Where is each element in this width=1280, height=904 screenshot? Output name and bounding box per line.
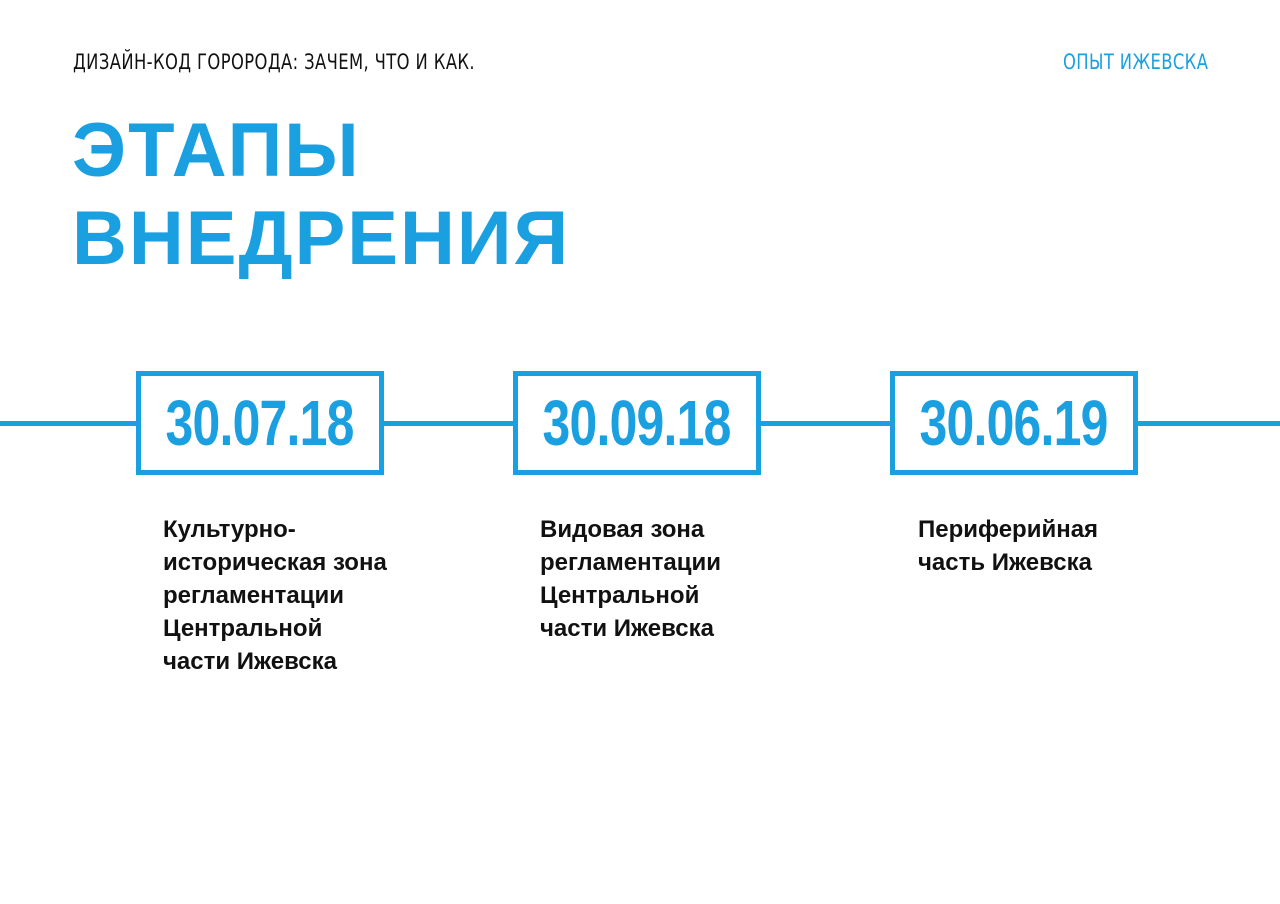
stage-2-description: Видовая зона регламентации Центральной части Ижевска (540, 516, 721, 642)
page-title-line-1: ЭТАПЫ (72, 108, 361, 193)
stage-3-date-box (890, 371, 1138, 475)
stage-2-date: 30.09.18 (542, 387, 732, 459)
stage-2-date-box (513, 371, 761, 475)
section-label: ОПЫТ ИЖЕВСКА (1062, 50, 1208, 74)
page-title (72, 107, 570, 283)
document-subtitle: ДИЗАЙН-КОД ГОРОРОДА: ЗАЧЕМ, ЧТО И КАК. (73, 50, 476, 74)
stage-1-description: Культурно- историческая зона регламентации Центральной части Ижевска (163, 516, 387, 675)
stage-1-date-box (136, 371, 384, 475)
stage-3-date: 30.06.19 (919, 387, 1109, 459)
stage-1-date: 30.07.18 (165, 387, 355, 459)
stage-3-description: Периферийная часть Ижевска (918, 516, 1099, 576)
page-title-line-2: ВНЕДРЕНИЯ (72, 196, 571, 281)
